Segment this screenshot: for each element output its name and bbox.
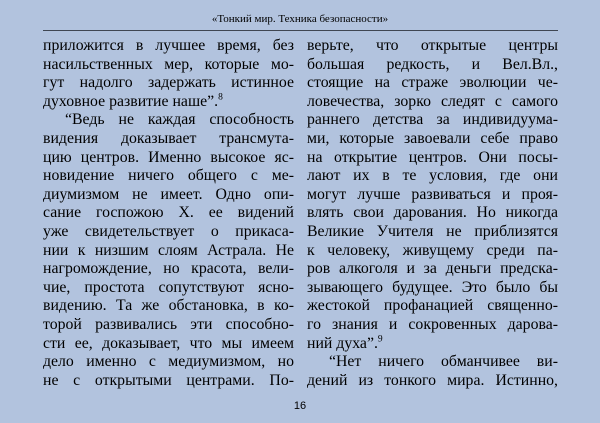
right-text-column bbox=[307, 37, 558, 390]
text-line: диумизмом не имеет. Одно опи- bbox=[43, 185, 294, 203]
footnote-marker: 9 bbox=[377, 334, 383, 345]
text-line: дений из тонкого мира. Истинно, bbox=[307, 371, 558, 389]
text-line: жестокой профанацией священно- bbox=[307, 297, 558, 315]
text-line: влять свои дарования. Но никогда bbox=[307, 204, 558, 222]
text-line: стоящие на страже эволюции че- bbox=[307, 74, 558, 92]
text-line: раннего детства за индивидуума- bbox=[307, 111, 558, 129]
text-line: не с открытыми центрами. По- bbox=[43, 371, 294, 389]
text-line-with-footnote bbox=[43, 93, 294, 112]
text-line: новидение ничего общего с ме- bbox=[43, 167, 294, 185]
text-line: “Ведь не каждая способность bbox=[65, 111, 294, 129]
text-line: дело именно с медиумизмом, но bbox=[43, 353, 294, 371]
text-line: верьте, что открытые центры bbox=[307, 37, 558, 54]
text-line: нии к низшим слоям Астрала. Не bbox=[43, 241, 294, 259]
text-line: Великие Учителя не приблизятся bbox=[307, 222, 558, 240]
text-line: приложится в лучшее время, без bbox=[43, 37, 294, 54]
text-line: сти ее, доказывает, что мы имеем bbox=[43, 334, 294, 352]
left-text-column bbox=[43, 37, 294, 390]
text-line: нагромождение, но красота, вели- bbox=[43, 260, 294, 278]
text-line: духовное развитие наше”. bbox=[43, 92, 219, 110]
text-line: чие, простота сопутствуют ясно- bbox=[43, 278, 294, 296]
running-header: «Тонкий мир. Техника безопасности» bbox=[211, 13, 389, 25]
text-line: “Нет ничего обманчивее ви- bbox=[329, 353, 558, 371]
text-line: зывающего будущее. Это было бы bbox=[307, 278, 558, 296]
text-line: уже свидетельствует о прикаса- bbox=[43, 222, 294, 240]
text-line: го знания и сокровенных дарова- bbox=[307, 315, 558, 333]
header-divider bbox=[43, 30, 558, 31]
text-line: к человеку, живущему среди па- bbox=[307, 241, 558, 259]
text-line: ров алкоголя и за деньги предска- bbox=[307, 260, 558, 278]
text-line: лают их в те условия, где они bbox=[307, 167, 558, 185]
text-line: гут надолго задержать истинное bbox=[43, 74, 294, 92]
text-line: торой развивались эти способно- bbox=[43, 315, 294, 333]
text-line: могут лучше развиваться и проя- bbox=[307, 185, 558, 203]
text-line: цию центров. Именно высокое яс- bbox=[43, 148, 294, 166]
text-line: большая редкость, и Вел.Вл., bbox=[307, 55, 558, 73]
page-number: 16 bbox=[293, 400, 307, 412]
text-line: ний духа”. bbox=[307, 334, 378, 352]
text-line: насильственных мер, которые мо- bbox=[43, 55, 294, 73]
text-line: на открытие центров. Они посы- bbox=[307, 148, 558, 166]
text-line: видению. Та же обстановка, в ко- bbox=[43, 297, 294, 315]
text-line: ловечества, зорко следят с самого bbox=[307, 92, 558, 110]
text-line: видения доказывает трансмута- bbox=[43, 129, 294, 147]
footnote-marker: 8 bbox=[218, 92, 223, 103]
text-line: ми, которые завоевали себе право bbox=[307, 129, 558, 147]
text-line: сание госпожою Х. ее видений bbox=[43, 204, 294, 222]
text-line-with-footnote bbox=[307, 335, 558, 354]
